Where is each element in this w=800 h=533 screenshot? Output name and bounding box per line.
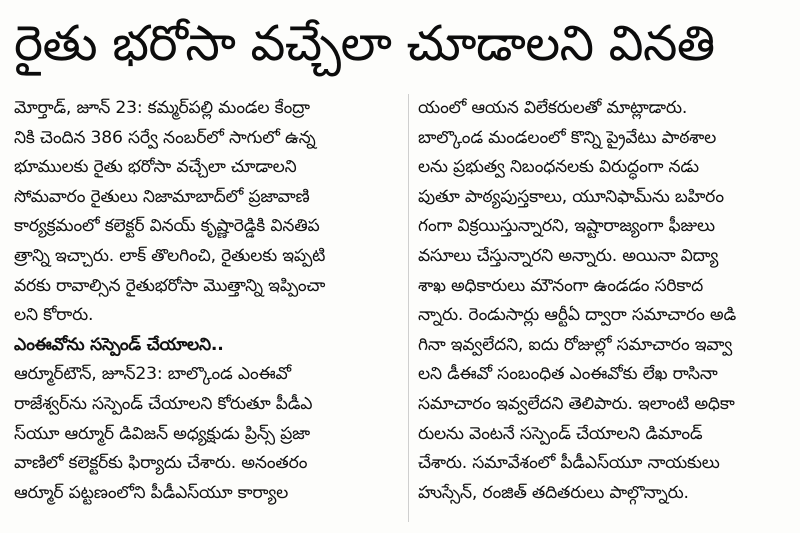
text-line: స్‌యూ ఆర్మూర్ డివిజన్ అధ్యక్షుడు ప్రిన్స్ ప్రజా — [14, 423, 310, 444]
column-divider — [408, 94, 409, 522]
text-line: రులను వెంటనే సస్పెండ్ చేయాలని డిమాండ్ — [418, 423, 703, 444]
subheading: ఎంఈవోను సస్పెండ్ చేయాలని.. — [14, 334, 224, 355]
text-line: వరకు రావాల్సిన రైతుభరోసా మొత్తాన్ని ఇప్పించా — [14, 275, 326, 296]
text-line: ఆర్మూర్ పట్టణంలోని పీడీఎస్‌యూ కార్యాల — [14, 482, 289, 503]
text-line: సోమవారం రైతులు నిజామాబాద్‌లో ప్రజావాణి — [14, 186, 310, 207]
text-line: త్రాన్ని ఇచ్చారు. లాక్ తొలగించి, రైతులకు ఇప్పటి — [14, 245, 326, 266]
headline: రైతు భరోసా వచ్చేలా చూడాలని వినతి — [14, 15, 715, 72]
article-column-right — [418, 94, 794, 508]
text-line: లని డీఈవో సంబంధిత ఎంఈవోకు లేఖ రాసినా — [418, 364, 718, 385]
text-line: మోర్తాడ్, జూన్ 23: కమ్మర్‌పల్లి మండల కేంద్రా — [14, 98, 310, 118]
text-line: వసూలు చేస్తున్నారని అన్నారు. అయినా విద్యా — [418, 245, 719, 266]
text-line: లని కోరారు. — [14, 305, 94, 326]
text-line: సమాచారం ఇవ్వలేదని తెలిపారు. ఇలాంటి అధికా — [418, 393, 735, 414]
text-line: వాణిలో కలెక్టర్‌కు ఫిర్యాదు చేశారు. అనంతరం — [14, 453, 308, 474]
text-line: కార్యక్రమంలో కలెక్టర్ వినయ్ కృష్ణారెడ్డికి వినతిప — [14, 216, 320, 237]
article-column-left — [14, 94, 402, 508]
text-line: బాల్కొండ మండలంలో కొన్ని ప్రైవేటు పాఠశాల — [418, 127, 717, 148]
text-line: శాఖ అధికారులు మౌనంగా ఉండడం సరికాద — [418, 275, 704, 296]
text-line: హుస్సేన్, రంజిత్ తదితరులు పాల్గొన్నారు. — [418, 482, 689, 503]
text-line: గంగా విక్రయిస్తున్నారని, ఇష్టారాజ్యంగా ఫీజులు — [418, 216, 715, 237]
text-line: గినా ఇవ్వలేదని, ఐదు రోజుల్లో సమాచారం ఇవ్వా — [418, 334, 733, 355]
text-line: పుతూ పాఠ్యపుస్తకాలు, యూనిఫామ్‌ను బహిరం — [418, 186, 724, 207]
text-line: చేశారు. సమావేశంలో పీడీఎస్‌యూ నాయకులు — [418, 453, 720, 474]
text-line: నికి చెందిన 386 సర్వే నంబర్‌లో సాగులో ఉన్న — [14, 127, 316, 148]
text-line: లను ప్రభుత్వ నిబంధనలకు విరుద్ధంగా నడు — [418, 157, 699, 178]
text-line: న్నారు. రెండుసార్లు ఆర్టీఏ ద్వారా సమాచారం అడి — [418, 305, 736, 326]
text-line: ఆర్మూర్‌టౌన్, జూన్23: బాల్కొండ ఎంఈవో — [14, 364, 291, 385]
text-line: రాజేశ్వర్‌ను సస్పెండ్ చేయాలని కోరుతూ పీడీఎ — [14, 393, 313, 414]
text-line: భూములకు రైతు భరోసా వచ్చేలా చూడాలని — [14, 157, 297, 178]
text-line: యంలో ఆయన విలేకరులతో మాట్లాడారు. — [418, 98, 688, 118]
